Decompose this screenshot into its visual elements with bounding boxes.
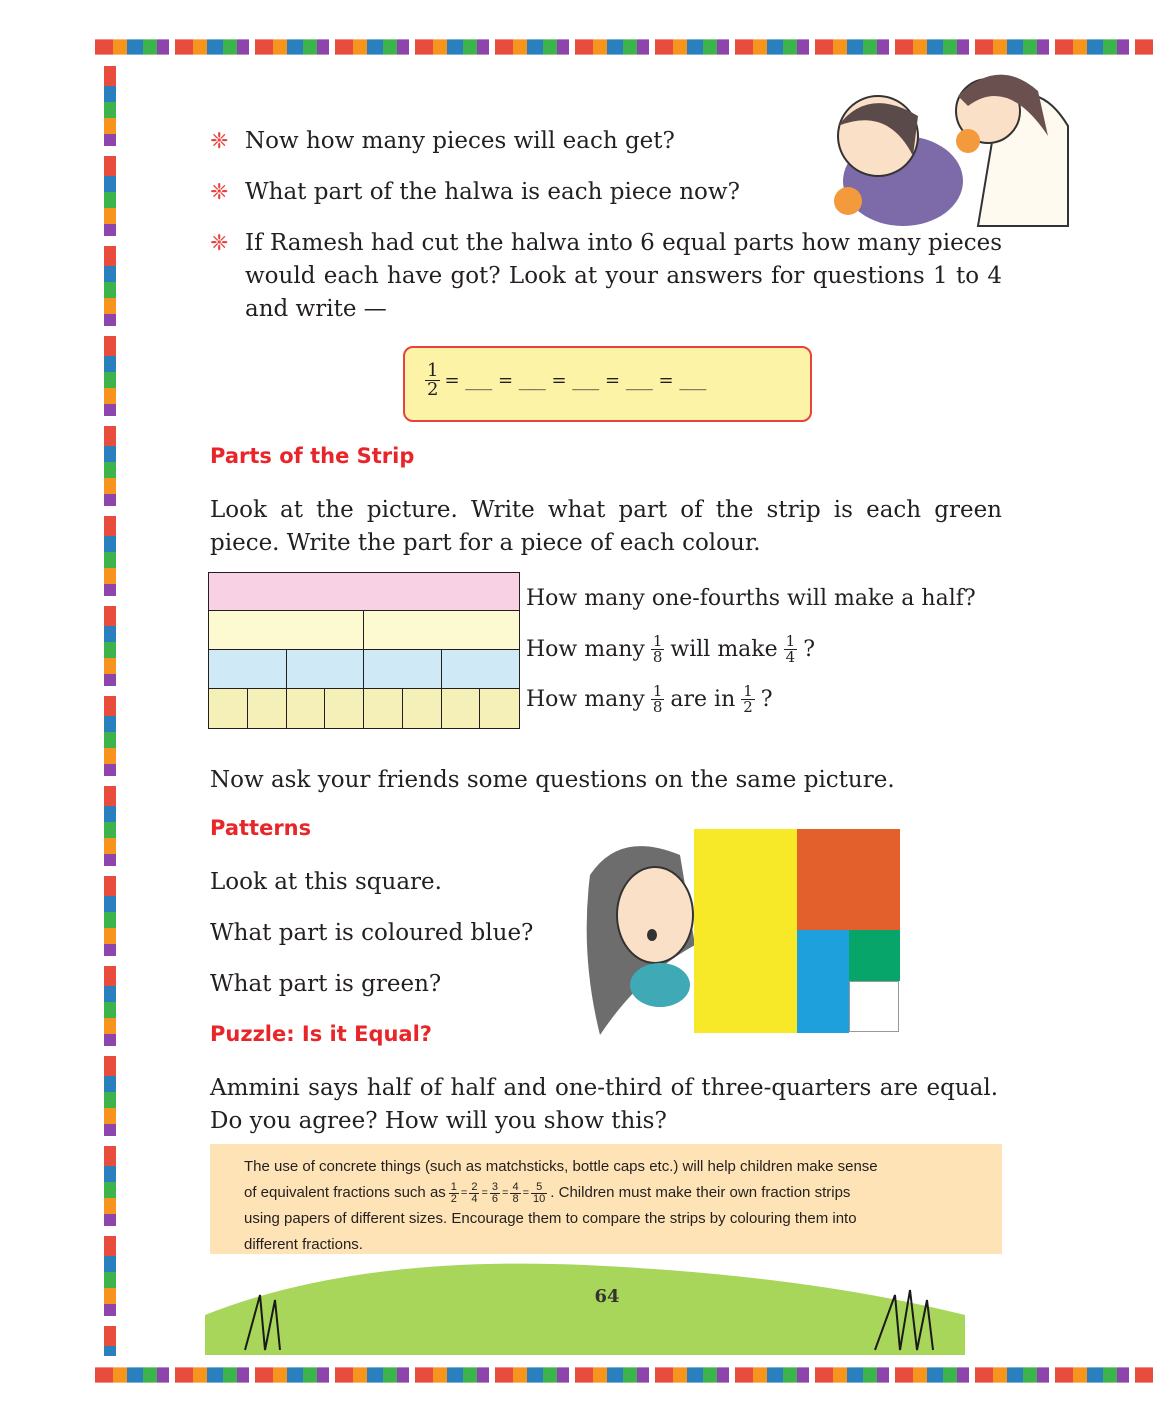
fraction-strips xyxy=(208,572,520,729)
square-orange-part xyxy=(797,829,900,930)
strip-piece xyxy=(364,689,403,728)
note-fraction: $\frac{4}{8}$ xyxy=(512,1180,519,1205)
square-yellow-part xyxy=(694,829,797,1033)
strip-question-2: How many $\frac{1}{8}$ will make $\frac{1}{4}$ ? xyxy=(526,632,815,666)
section-heading-patterns: Patterns xyxy=(210,816,312,840)
fraction-eighth: $\frac{1}{8}$ xyxy=(652,632,663,666)
strip-piece xyxy=(209,650,287,688)
question-text: If Ramesh had cut the halwa into 6 equal parts how many pieces would each have got? Look at your answers for questions 1 to 4 and write — xyxy=(245,230,1002,322)
strip-piece xyxy=(325,689,364,728)
pattern-line: Look at this square. xyxy=(210,869,442,895)
strip-piece xyxy=(442,650,520,688)
teacher-note: The use of concrete things (such as matchsticks, bottle caps etc.) will help children make sense of equivalent fractions such as $\frac{1}{2}$ = $\frac{2}{4}$ = $\frac{3}{6}$ = $\frac{4}{8}$ = $\frac{5}{10}$ . Children must make their own fraction strips using papers of different sizes. Encourage them to compare the strips by colouring them into different fractions. xyxy=(210,1144,1002,1254)
square-blue-part xyxy=(797,930,849,1033)
strip-piece xyxy=(209,573,519,610)
equals-sign: = xyxy=(502,1187,509,1199)
equivalent-fraction-box[interactable] xyxy=(403,346,812,422)
strip-piece xyxy=(480,689,519,728)
strip-piece xyxy=(209,689,248,728)
strip-piece xyxy=(287,689,326,728)
strip-question-3: How many $\frac{1}{8}$ are in $\frac{1}{2}$ ? xyxy=(526,682,773,716)
fraction-eighth: $\frac{1}{8}$ xyxy=(652,682,663,716)
section-heading-puzzle: Puzzle: Is it Equal? xyxy=(210,1022,432,1046)
equals-sign: = xyxy=(460,1187,468,1199)
question-list xyxy=(210,125,1002,344)
flower-bullet-icon: ❈ xyxy=(210,180,229,205)
section-heading-strip: Parts of the Strip xyxy=(210,444,415,468)
equals-sign: = xyxy=(481,1187,488,1199)
strip-followup: Now ask your friends some questions on the same picture. xyxy=(210,767,895,793)
left-decorative-border xyxy=(90,66,130,1356)
strip-piece xyxy=(364,611,519,649)
top-decorative-border xyxy=(95,28,1153,66)
question-item xyxy=(210,227,1002,326)
question-item xyxy=(210,176,805,209)
pattern-line: What part is coloured blue? xyxy=(210,920,534,946)
pattern-line: What part is green? xyxy=(210,971,442,997)
square-white-part xyxy=(849,981,899,1032)
strip-fourths xyxy=(208,649,520,689)
strip-whole xyxy=(208,572,520,611)
strip-eighths xyxy=(208,688,520,729)
equivalent-fractions xyxy=(449,1180,548,1206)
bottom-decorative-border xyxy=(95,1356,1153,1394)
note-fraction: $\frac{3}{6}$ xyxy=(491,1180,499,1205)
square-green-part xyxy=(849,930,900,981)
note-fraction: $\frac{5}{10}$ xyxy=(533,1180,546,1205)
pattern-square xyxy=(694,829,900,1033)
fraction-fourth: $\frac{1}{4}$ xyxy=(785,632,796,666)
girl-peeking-illustration xyxy=(580,835,700,1035)
note-fraction: $\frac{1}{2}$ xyxy=(450,1180,457,1205)
note-fraction: $\frac{2}{4}$ xyxy=(471,1180,478,1205)
equals-sign: = xyxy=(522,1187,530,1199)
answer-blanks: = ___ = ___ = ___ = ___ = ___ xyxy=(444,370,707,391)
page-number: 64 xyxy=(594,1286,620,1307)
flower-bullet-icon: ❈ xyxy=(210,231,229,256)
question-text: Now how many pieces will each get? xyxy=(245,128,675,154)
question-text: What part of the halwa is each piece now? xyxy=(245,179,740,205)
question-item xyxy=(210,125,805,158)
strip-piece xyxy=(442,689,481,728)
strip-piece xyxy=(364,650,442,688)
puzzle-text: Ammini says half of half and one-third of three-quarters are equal. Do you agree? How will you show this? xyxy=(210,1075,998,1134)
fraction-half: $\frac{1}{2}$ xyxy=(743,682,753,716)
strip-piece xyxy=(287,650,365,688)
strip-piece xyxy=(403,689,442,728)
strip-piece xyxy=(209,611,364,649)
strip-intro: Look at the picture. Write what part of the strip is each green piece. Write the part for a piece of each colour. xyxy=(210,497,1002,556)
fraction-half: $\frac{1}{2}$ xyxy=(427,360,439,400)
strip-halves xyxy=(208,610,520,650)
flower-bullet-icon: ❈ xyxy=(210,129,229,154)
strip-question-1: How many one-fourths will make a half? xyxy=(526,586,976,611)
strip-piece xyxy=(248,689,287,728)
